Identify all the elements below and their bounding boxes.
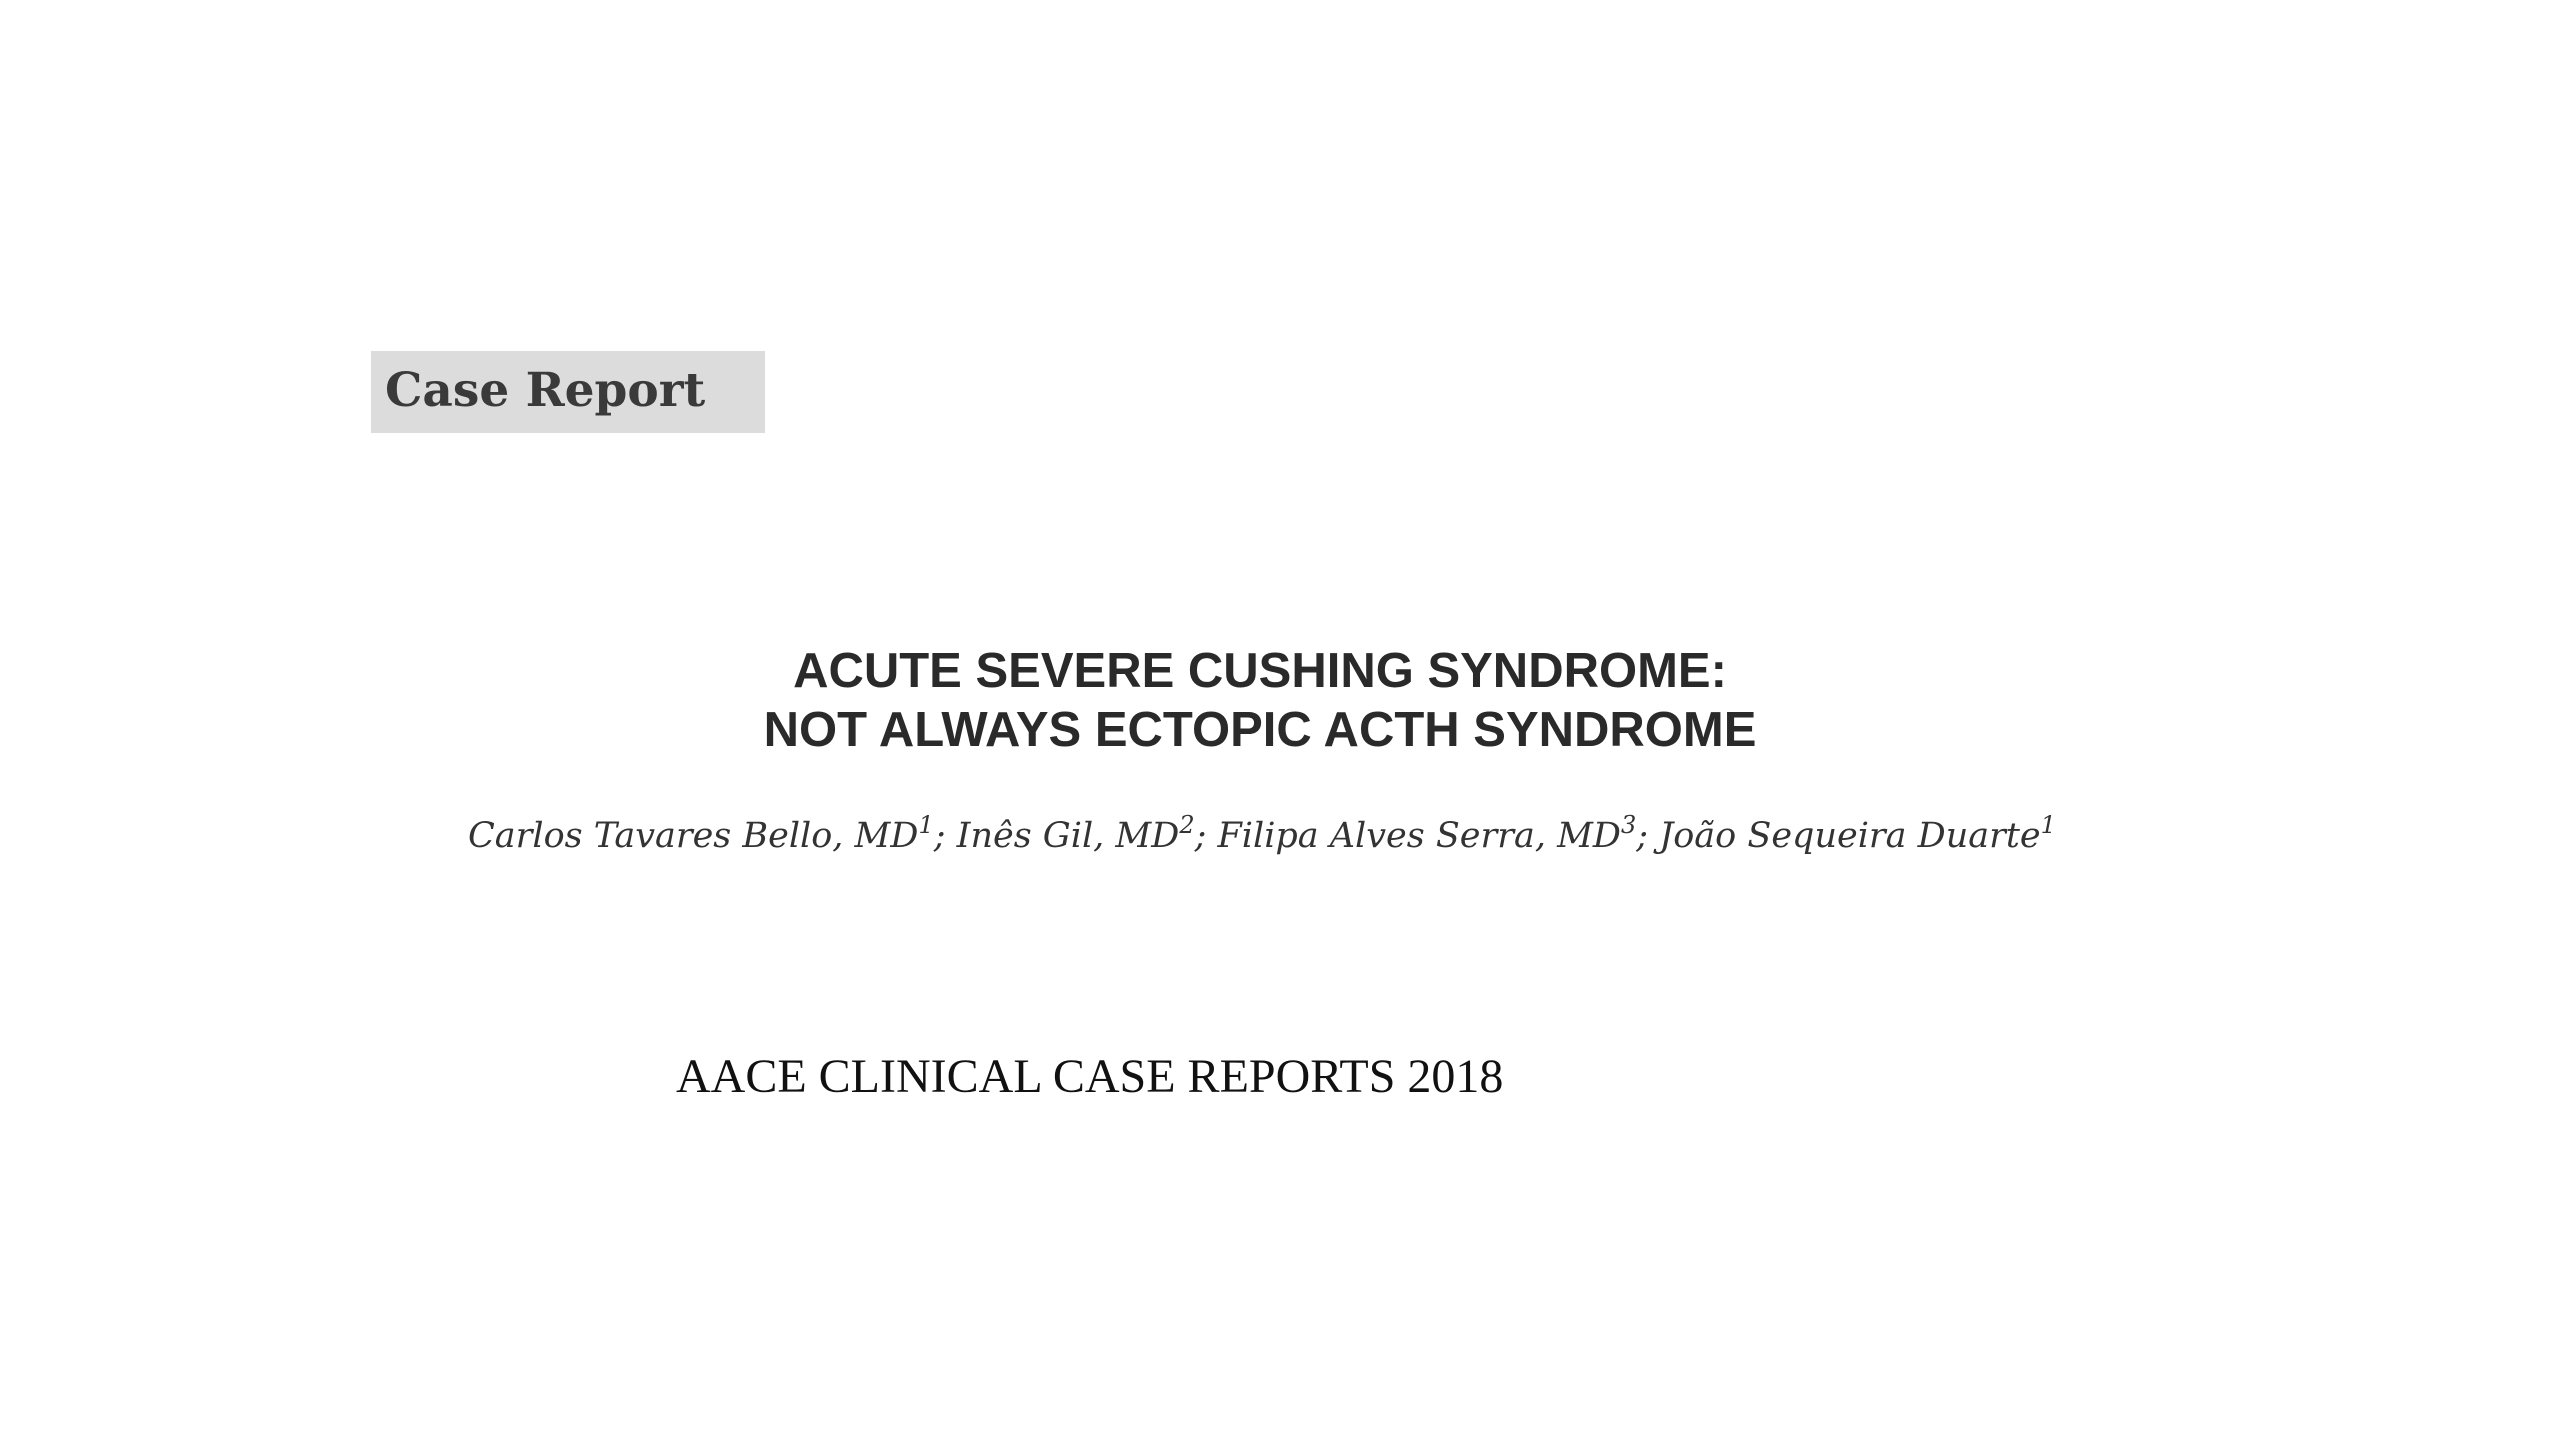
author-separator: ;: [933, 816, 957, 856]
author-name: Carlos Tavares Bello, MD: [468, 816, 919, 856]
author-name: Inês Gil, MD: [956, 816, 1180, 856]
author-name: Filipa Alves Serra, MD: [1217, 816, 1621, 856]
author-affiliation: 2: [1179, 811, 1195, 839]
journal-citation: AACE CLINICAL CASE REPORTS 2018: [676, 1050, 1504, 1103]
author-separator: ;: [1636, 816, 1660, 856]
author-affiliation: 3: [1621, 811, 1637, 839]
author-affiliation: 1: [918, 811, 934, 839]
author-affiliation: 1: [2040, 811, 2056, 839]
author-name: João Sequeira Duarte: [1659, 816, 2041, 856]
article-title-line-1: ACUTE SEVERE CUSHING SYNDROME:: [793, 644, 1727, 698]
case-report-label: Case Report: [385, 363, 706, 418]
author-list: [468, 812, 2056, 860]
author-separator: ;: [1194, 816, 1218, 856]
case-report-badge: [371, 351, 765, 433]
article-title-line-2: NOT ALWAYS ECTOPIC ACTH SYNDROME: [763, 703, 1757, 757]
